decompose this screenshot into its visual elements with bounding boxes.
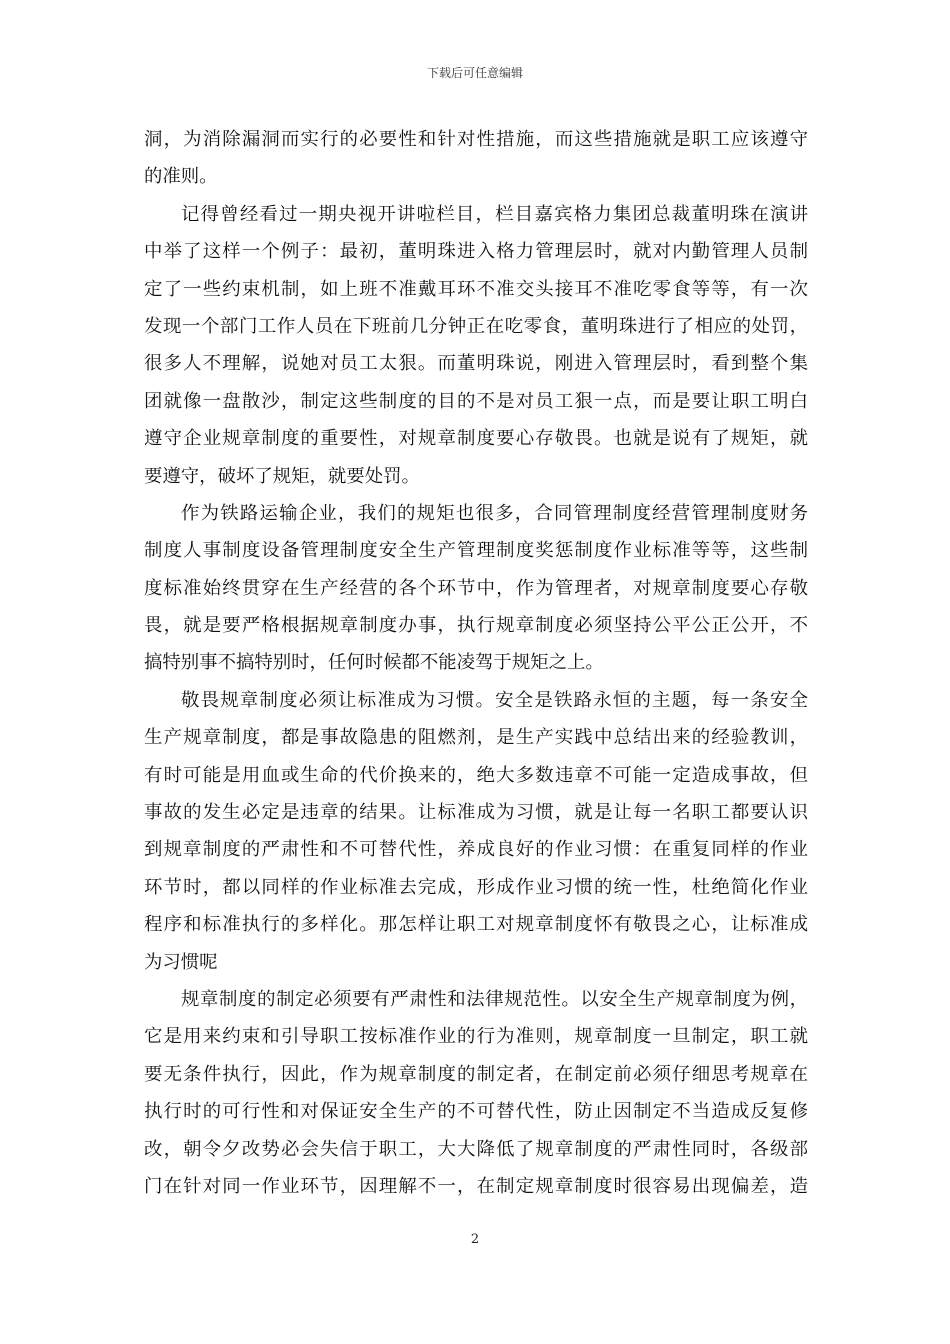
text-line: 有时可能是用血或生命的代价换来的，绝大多数违章不可能一定造成事故，但 [144, 764, 808, 786]
page-header: 下载后可任意编辑 [426, 66, 523, 80]
text-line: 门在针对同一作业环节，因理解不一，在制定规章制度时很容易出现偏差，造 [144, 1175, 808, 1197]
text-line: 为习惯呢 [144, 951, 218, 973]
text-line: 团就像一盘散沙，制定这些制度的目的不是对员工狠一点，而是要让职工明白 [144, 390, 808, 412]
document-body [144, 121, 808, 1205]
paragraph-first-line: 记得曾经看过一期央视开讲啦栏目，栏目嘉宾格力集团总裁董明珠在演讲 [181, 203, 808, 225]
text-line: 事故的发生必定是违章的结果。让标准成为习惯，就是让每一名职工都要认识 [144, 802, 808, 824]
paragraph-first-line: 作为铁路运输企业，我们的规矩也很多，合同管理制度经营管理制度财务 [181, 502, 808, 524]
text-line: 生产规章制度，都是事故隐患的阻燃剂，是生产实践中总结出来的经验教训， [144, 727, 808, 749]
text-line: 制度人事制度设备管理制度安全生产管理制度奖惩制度作业标准等等，这些制 [144, 540, 808, 562]
text-line: 度标准始终贯穿在生产经营的各个环节中，作为管理者，对规章制度要心存敬 [144, 577, 808, 599]
paragraph-first-line: 规章制度的制定必须要有严肃性和法律规范性。以安全生产规章制度为例， [181, 988, 808, 1010]
text-line: 洞，为消除漏洞而实行的必要性和针对性措施，而这些措施就是职工应该遵守 [144, 129, 808, 150]
text-line: 发现一个部门工作人员在下班前几分钟正在吃零食，董明珠进行了相应的处罚， [144, 315, 808, 337]
text-line: 要遵守，破坏了规矩，就要处罚。 [144, 465, 420, 487]
text-line: 畏，就是要严格根据规章制度办事，执行规章制度必须坚持公平公正公开，不 [144, 615, 808, 637]
text-line: 程序和标准执行的多样化。那怎样让职工对规章制度怀有敬畏之心，让标准成 [144, 914, 808, 936]
text-line: 执行时的可行性和对保证安全生产的不可替代性，防止因制定不当造成反复修 [144, 1101, 808, 1123]
text-line: 环节时，都以同样的作业标准去完成，形成作业习惯的统一性，杜绝简化作业 [144, 876, 808, 898]
text-line: 中举了这样一个例子：最初，董明珠进入格力管理层时，就对内勤管理人员制 [144, 241, 808, 263]
page-number: 2 [470, 1232, 480, 1247]
text-line: 要无条件执行，因此，作为规章制度的制定者，在制定前必须仔细思考规章在 [144, 1063, 808, 1085]
text-line: 的准则。 [144, 166, 218, 188]
text-line: 很多人不理解，说她对员工太狠。而董明珠说，刚进入管理层时，看到整个集 [144, 353, 808, 375]
text-line: 到规章制度的严肃性和不可替代性，养成良好的作业习惯：在重复同样的作业 [144, 839, 808, 861]
text-line: 改，朝令夕改势必会失信于职工，大大降低了规章制度的严肃性同时，各级部 [144, 1138, 808, 1160]
text-line: 遵守企业规章制度的重要性，对规章制度要心存敬畏。也就是说有了规矩，就 [144, 428, 808, 450]
paragraph-first-line: 敬畏规章制度必须让标准成为习惯。安全是铁路永恒的主题，每一条安全 [181, 689, 808, 711]
text-line: 它是用来约束和引导职工按标准作业的行为准则，规章制度一旦制定，职工就 [144, 1026, 808, 1048]
text-line: 搞特别事不搞特别时，任何时候都不能凌驾于规矩之上。 [144, 652, 604, 674]
text-line: 定了一些约束机制，如上班不准戴耳环不准交头接耳不准吃零食等等，有一次 [144, 278, 808, 300]
